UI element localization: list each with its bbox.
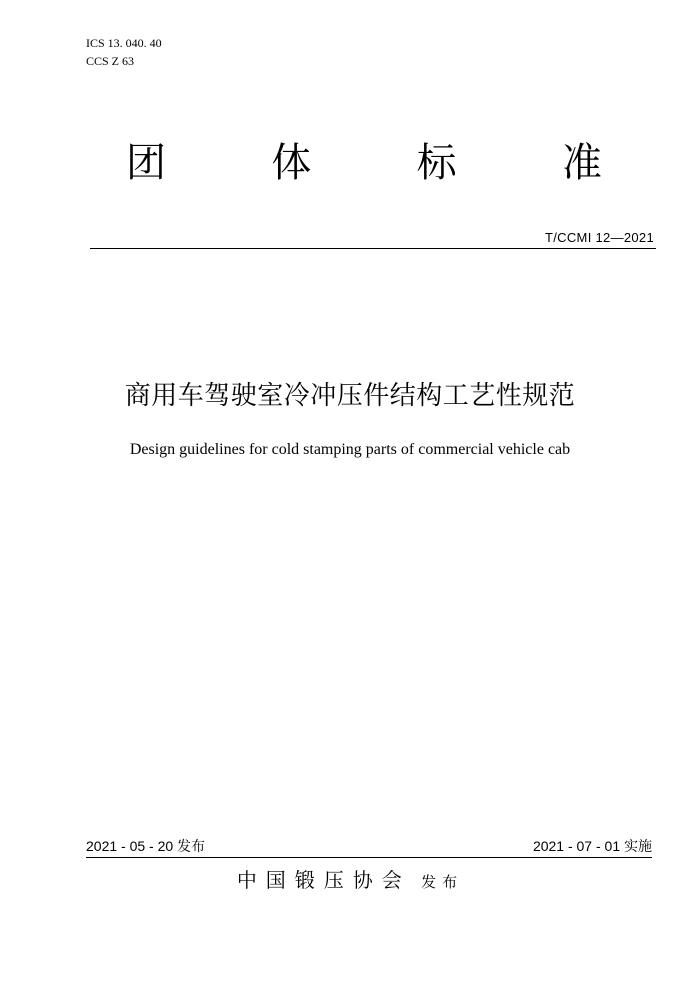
document-title-chinese: 商用车驾驶室冷冲压件结构工艺性规范 bbox=[124, 381, 576, 411]
ics-code: ICS 13. 040. 40 bbox=[86, 36, 162, 50]
document-title-english: Design guidelines for cold stamping parts of commercial vehicle cab bbox=[129, 441, 571, 458]
ccs-code: CCS Z 63 bbox=[86, 54, 135, 68]
bottom-divider bbox=[86, 857, 652, 858]
publisher-action: 发布 bbox=[421, 873, 464, 891]
standard-type-heading bbox=[126, 138, 602, 188]
implementation-date: 2021 - 07 - 01 实施 bbox=[532, 838, 652, 854]
publisher-line bbox=[0, 866, 700, 896]
standard-code: T/CCMI 12—2021 bbox=[545, 230, 654, 245]
standard-type-char: 准 bbox=[561, 140, 602, 186]
publisher-organization: 中国锻压协会 bbox=[236, 868, 411, 892]
standard-type-char: 标 bbox=[416, 140, 457, 186]
standard-type-char: 体 bbox=[271, 140, 312, 186]
issue-date: 2021 - 05 - 20 发布 bbox=[86, 838, 206, 854]
top-divider bbox=[90, 248, 656, 249]
standard-type-char: 团 bbox=[126, 140, 166, 186]
